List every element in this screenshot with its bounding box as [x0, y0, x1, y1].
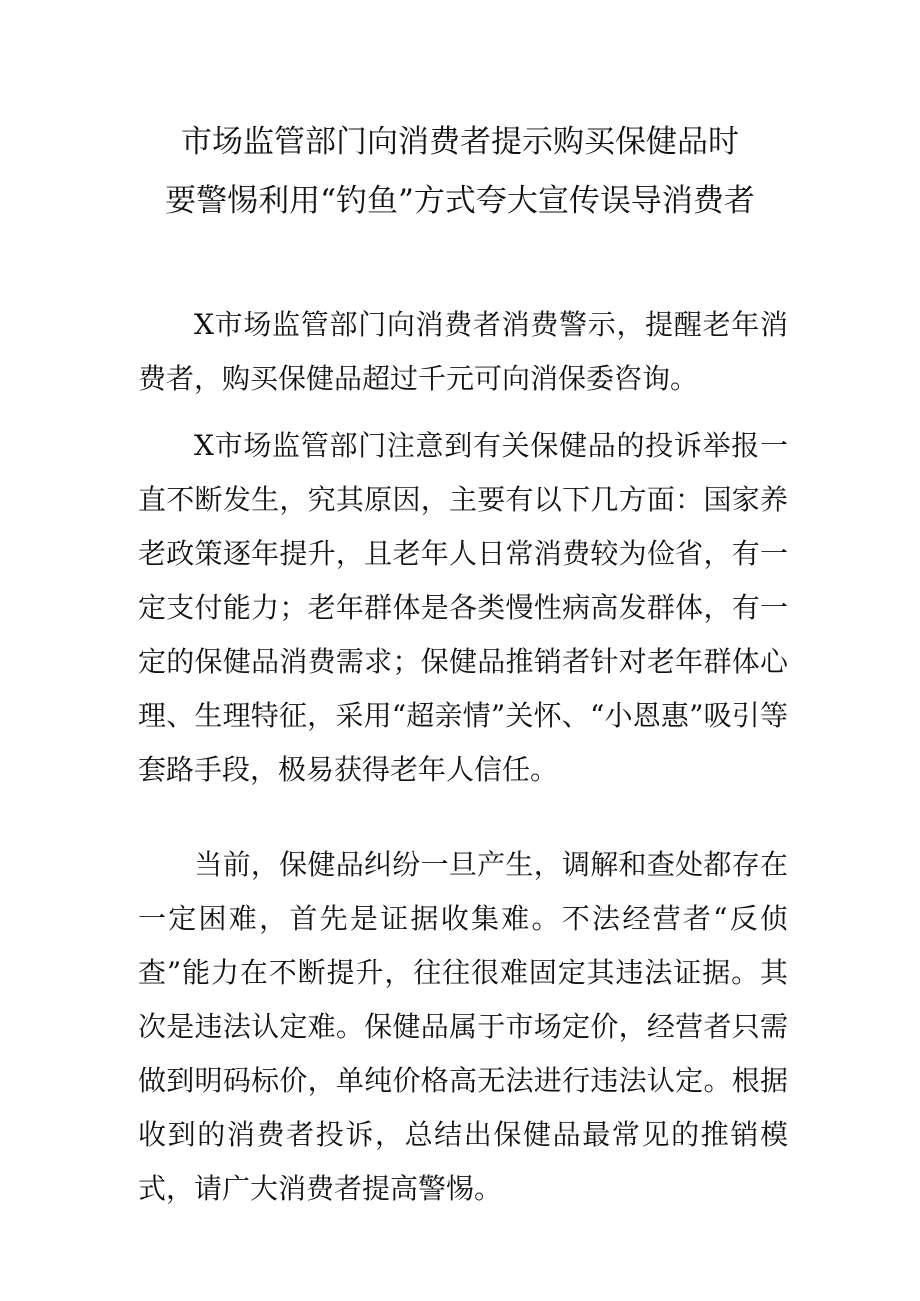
paragraph-2-text: X市场监管部门注意到有关保健品的投诉举报一直不断发生，究其原因，主要有以下几方面：国家养老政策逐年提升，且老年人日常消费较为俭省，有一定支付能力；老年群体是各类慢性病高发群体，有一定的保健品消费需求；保健品推销者针对老年群体心理、生理特征，采用“超亲情”关怀、“小恩惠”吸引等套路手段，极易获得老年人信任。 — [138, 429, 788, 786]
paragraph-3 — [138, 838, 788, 1216]
document-title-line-1: 市场监管部门向消费者提示购买保健品时 — [181, 124, 739, 160]
paragraph-3-text: 当前，保健品纠纷一旦产生，调解和查处都存在一定困难，首先是证据收集难。不法经营者“反侦查”能力在不断提升，往往很难固定其违法证据。其次是违法认定难。保健品属于市场定价，经营者只需做到明码标价，单纯价格高无法进行违法认定。根据收到的消费者投诉，总结出保健品最常见的推销模式，请广大消费者提高警惕。 — [138, 848, 788, 1205]
paragraph-1-text: X市场监管部门向消费者消费警示，提醒老年消费者，购买保健品超过千元可向消保委咨询。 — [138, 308, 788, 395]
paragraph-2 — [138, 419, 788, 797]
paragraph-1 — [138, 298, 788, 406]
document-title-line-2: 要警惕利用“钓鱼”方式夸大宣传误导消费者 — [165, 183, 755, 219]
